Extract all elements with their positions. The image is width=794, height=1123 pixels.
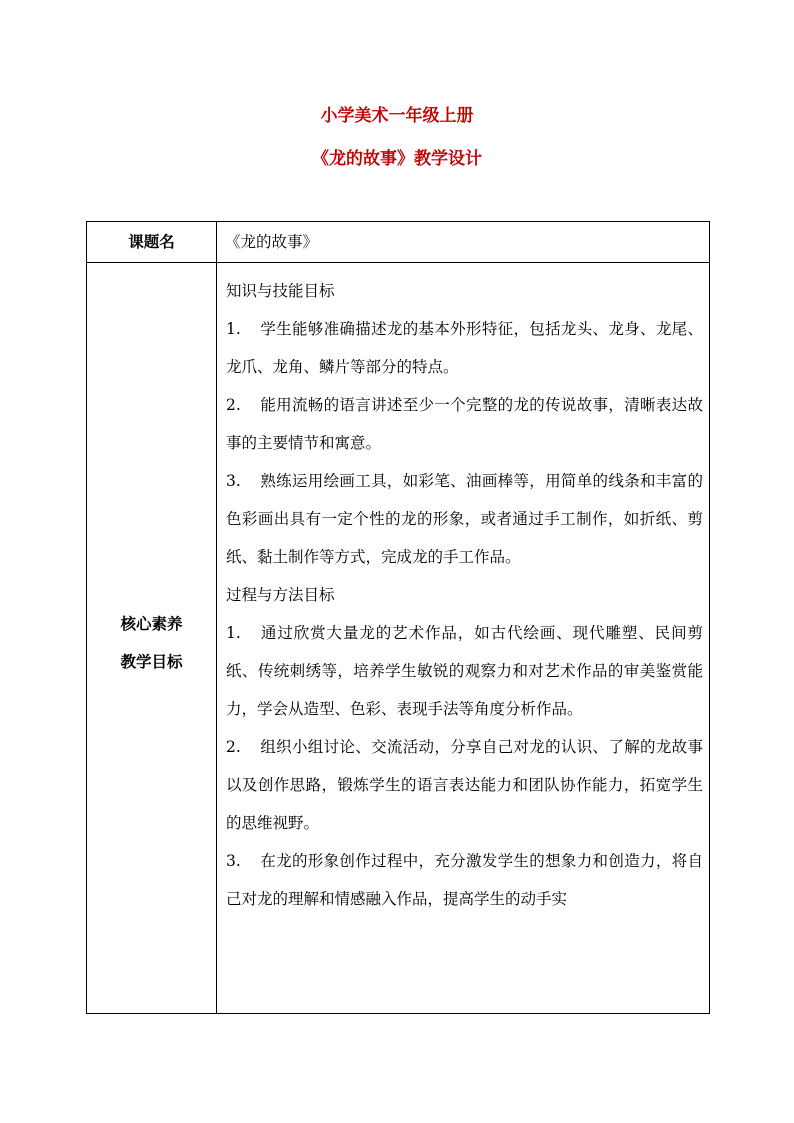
topic-label: 课题名: [87, 222, 217, 263]
objectives-content: [217, 263, 710, 1014]
objective-paragraph: [226, 462, 703, 576]
objectives-label-line2: 教学目标: [120, 652, 183, 671]
paragraph-text: 熟练运用绘画工具，如彩笔、油画棒等，用简单的线条和丰富的色彩画出具有一定个性的龙的形象，或者通过手工制作，如折纸、剪纸、黏土制作等方式，完成龙的手工作品。: [226, 472, 703, 566]
objective-paragraph: [226, 386, 703, 462]
objective-paragraph: [226, 614, 703, 728]
document-title: 小学美术一年级上册: [320, 106, 474, 126]
paragraph-text: 组织小组讨论、交流活动，分享自己对龙的认识、了解的龙故事以及创作思路，锻炼学生的语言表达能力和团队协作能力，拓宽学生的思维视野。: [226, 738, 703, 832]
objective-paragraph: [226, 272, 703, 310]
document-subtitle: 《龙的故事》教学设计: [312, 149, 482, 169]
paragraph-text: 能用流畅的语言讲述至少一个完整的龙的传说故事，清晰表达故事的主要情节和寓意。: [226, 396, 703, 452]
paragraph-text: 过程与方法目标: [226, 586, 335, 604]
objective-paragraph: [226, 310, 703, 386]
objective-paragraph: [226, 728, 703, 842]
table-row-topic: [87, 222, 710, 263]
paragraph-number: 2.: [226, 738, 241, 756]
objective-paragraph: [226, 576, 703, 614]
table-row-objectives: [87, 263, 710, 1014]
paragraph-text: 知识与技能目标: [226, 282, 335, 300]
paragraph-number: 1.: [226, 320, 241, 338]
topic-value: 《龙的故事》: [217, 222, 710, 263]
paragraph-number: 3.: [226, 472, 241, 490]
paragraph-text: 学生能够准确描述龙的基本外形特征，包括龙头、龙身、龙尾、龙爪、龙角、鳞片等部分的特点。: [226, 320, 703, 376]
paragraph-number: 3.: [226, 852, 241, 870]
paragraph-number: 1.: [226, 624, 241, 642]
lesson-plan-table: [86, 221, 710, 1014]
paragraph-text: 通过欣赏大量龙的艺术作品，如古代绘画、现代雕塑、民间剪纸、传统刺绣等，培养学生敏锐的观察力和对艺术作品的审美鉴赏能力，学会从造型、色彩、表现手法等角度分析作品。: [226, 624, 703, 718]
objectives-label-line1: 核心素养: [120, 614, 183, 633]
objectives-label: [87, 263, 217, 1014]
paragraph-text: 在龙的形象创作过程中，充分激发学生的想象力和创造力，将自己对龙的理解和情感融入作品，提高学生的动手实: [226, 852, 703, 908]
objective-paragraph: [226, 842, 703, 918]
paragraph-number: 2.: [226, 396, 241, 414]
